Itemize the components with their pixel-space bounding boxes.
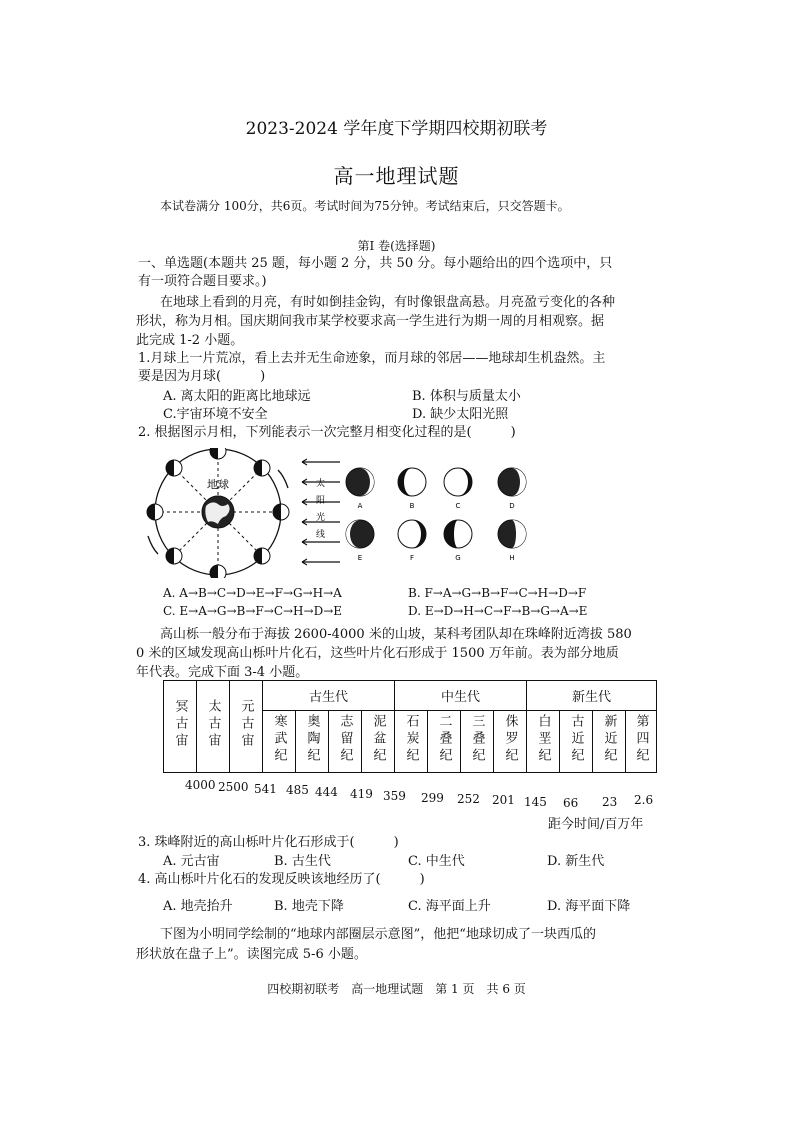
- phase-label-d: D: [509, 502, 515, 510]
- orbit-arrow-left: [148, 536, 158, 554]
- part-instructions-line1: 一、单选题(本题共 25 题，每小题 2 分，共 50 分。每小题给出的四个选项中，只: [138, 256, 613, 271]
- phase-label-h: H: [509, 554, 515, 562]
- boundary-444: 444: [315, 785, 338, 799]
- table-time-unit: 距今时间/百万年: [548, 817, 644, 832]
- part-instructions-line2: 有一项符合题目要求。): [138, 274, 267, 289]
- geologic-time-table: [163, 680, 657, 773]
- phase-c: [444, 468, 472, 496]
- moon-phase-figure: [140, 448, 560, 578]
- phase-label-a: A: [357, 502, 363, 510]
- period-neogene: 新近纪: [593, 711, 626, 773]
- boundary-2-6: 2.6: [634, 793, 654, 807]
- q1-stem-line2: 要是因为月球( ): [138, 369, 266, 384]
- q4-option-d: D. 海平面下降: [547, 899, 631, 914]
- phase-h: [498, 520, 526, 548]
- phase-e: [346, 520, 374, 548]
- q4-option-b: B. 地壳下降: [274, 899, 344, 914]
- exam-instructions: 本试卷满分 100分，共6页。考试时间为75分钟。考试结束后，只交答题卡。: [160, 199, 570, 213]
- q2-option-a: A. A→B→C→D→E→F→G→H→A: [163, 586, 342, 600]
- sunlight-label-3: 光: [316, 513, 326, 523]
- period-quaternary: 第四纪: [626, 711, 657, 773]
- phase-label-e: E: [357, 554, 363, 562]
- passage2-line2: 0 米的区域发现高山栎叶片化石，这些叶片化石形成于 1500 万年前。表为部分地质: [136, 646, 619, 661]
- boundary-201: 201: [492, 793, 515, 807]
- passage1-line3: 此完成 1-2 小题。: [136, 333, 244, 348]
- q2-stem: 2. 根据图示月相，下列能表示一次完整月相变化过程的是( ): [138, 425, 516, 440]
- q1-option-a: A. 离太阳的距离比地球远: [163, 389, 311, 404]
- sunlight-arrows: [302, 459, 340, 565]
- boundary-66: 66: [563, 796, 579, 810]
- q2-option-d: D. E→D→H→C→F→B→G→A→E: [408, 604, 588, 618]
- volume-title: 第Ⅰ 卷(选择题): [357, 239, 436, 253]
- boundary-419: 419: [350, 787, 373, 801]
- earth-label: 地球: [207, 478, 229, 491]
- passage1-line2: 形状，称为月相。国庆期间我市某学校要求高一学生进行为期一周的月相观察。据: [136, 314, 605, 329]
- q2-option-b: B. F→A→G→B→F→C→H→D→F: [408, 586, 587, 600]
- period-ordovician: 奥陶纪: [296, 711, 329, 773]
- period-devonian: 泥盆纪: [362, 711, 395, 773]
- q3-option-a: A. 元古宙: [163, 854, 220, 869]
- q2-option-c: C. E→A→G→B→F→C→H→D→E: [163, 604, 343, 618]
- boundary-485: 485: [286, 783, 309, 797]
- phase-label-g: G: [455, 554, 461, 562]
- passage2-line3: 年代表。完成下面 3-4 小题。: [136, 665, 309, 680]
- period-silurian: 志留纪: [329, 711, 362, 773]
- period-carboniferous: 石炭纪: [395, 711, 428, 773]
- eon-hadean: 冥古宙: [164, 681, 197, 773]
- phase-f: [398, 520, 426, 548]
- q1-option-b: B. 体积与质量太小: [412, 389, 521, 404]
- boundary-252: 252: [457, 792, 480, 806]
- boundary-145: 145: [524, 795, 547, 809]
- phase-label-c: C: [455, 502, 461, 510]
- q1-option-d: D. 缺少太阳光照: [412, 407, 509, 422]
- page-footer: 四校期初联考 高一地理试题 第 1 页 共 6 页: [267, 982, 526, 996]
- q3-stem: 3. 珠峰附近的高山栎叶片化石形成于( ): [138, 835, 399, 850]
- q3-option-b: B. 古生代: [274, 854, 331, 869]
- boundary-4000: 4000: [185, 778, 216, 792]
- boundary-541: 541: [254, 782, 277, 796]
- phase-a: [346, 468, 374, 496]
- era-mesozoic: 中生代: [395, 681, 527, 711]
- era-cenozoic: 新生代: [527, 681, 657, 711]
- exam-title: 2023-2024 学年度下学期四校期初联考: [245, 119, 548, 139]
- boundary-359: 359: [383, 789, 406, 803]
- boundary-23: 23: [602, 795, 618, 809]
- subject-title: 高一地理试题: [333, 164, 460, 188]
- phase-label-f: F: [409, 554, 415, 562]
- q4-option-c: C. 海平面上升: [408, 899, 491, 914]
- passage3-line2: 形状放在盘子上”。读图完成 5-6 小题。: [136, 947, 367, 962]
- q4-option-a: A. 地壳抬升: [163, 899, 233, 914]
- period-cambrian: 寒武纪: [263, 711, 296, 773]
- period-permian: 二叠纪: [428, 711, 461, 773]
- orbit-arrow-right: [278, 470, 288, 488]
- era-paleozoic: 古生代: [263, 681, 395, 711]
- sunlight-label-4: 线: [316, 530, 326, 540]
- sunlight-label-1: 太: [316, 479, 326, 489]
- sunlight-label-2: 阳: [316, 496, 326, 506]
- period-paleogene: 古近纪: [560, 711, 593, 773]
- phase-d: [498, 468, 526, 496]
- period-triassic: 三叠纪: [461, 711, 494, 773]
- phase-label-b: B: [409, 502, 415, 510]
- eon-proterozoic: 元古宙: [230, 681, 263, 773]
- passage3-line1: 下图为小明同学绘制的“地球内部圈层示意图”，他把“地球切成了一块西瓜的: [160, 927, 596, 942]
- passage2-line1: 高山栎一般分布于海拔 2600-4000 米的山坡，某科考团队却在珠峰附近湾拔 580: [160, 627, 632, 642]
- phase-g: [444, 520, 472, 548]
- passage1-line1: 在地球上看到的月亮，有时如倒挂金钩，有时像银盘高悬。月亮盈亏变化的各种: [160, 295, 616, 310]
- q3-option-d: D. 新生代: [547, 854, 605, 869]
- boundary-2500: 2500: [218, 780, 249, 794]
- q3-option-c: C. 中生代: [408, 854, 465, 869]
- period-jurassic: 侏罗纪: [494, 711, 527, 773]
- q4-stem: 4. 高山栎叶片化石的发现反映该地经历了( ): [138, 872, 425, 887]
- phase-b: [398, 468, 426, 496]
- q1-option-c: C.宇宙环境不安全: [163, 407, 268, 422]
- q1-stem-line1: 1.月球上一片荒凉，看上去并无生命迹象，而月球的邻居——地球却生机盎然。主: [138, 351, 606, 366]
- eon-archean: 太古宙: [197, 681, 230, 773]
- boundary-299: 299: [421, 791, 444, 805]
- period-cretaceous: 白垩纪: [527, 711, 560, 773]
